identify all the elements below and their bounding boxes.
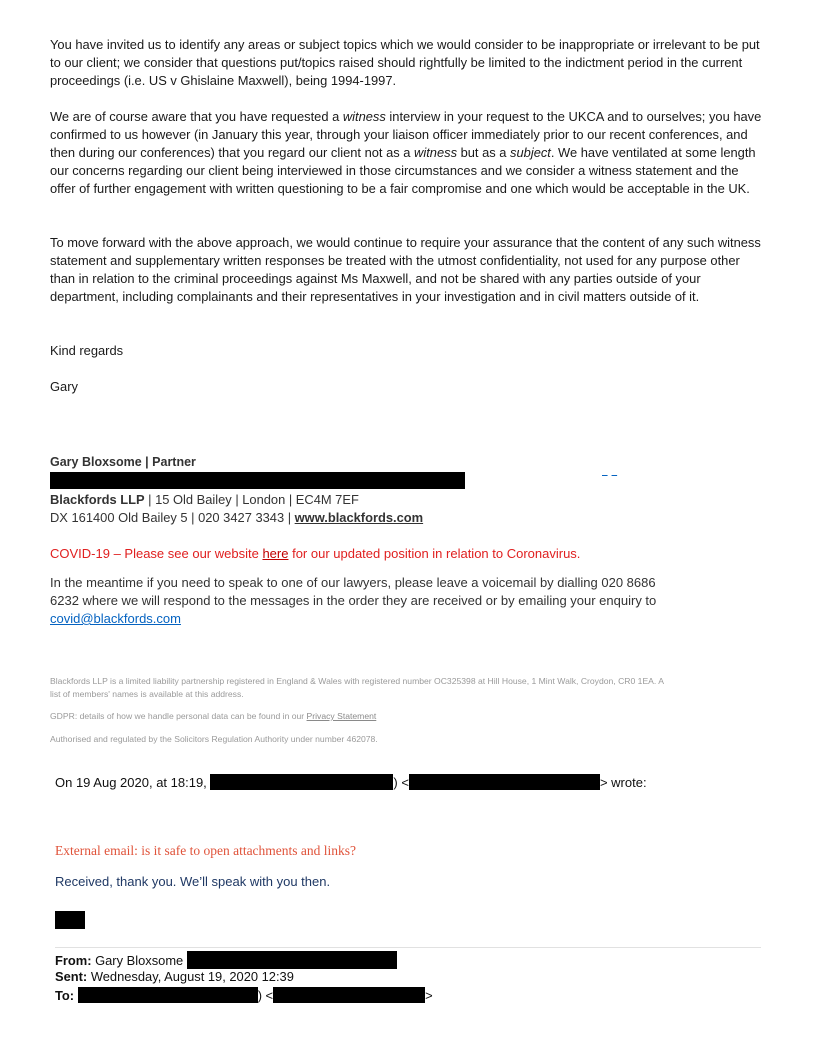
gdpr-text: GDPR: details of how we handle personal data can be found in our [50,711,307,721]
firm-name: Blackfords LLP [50,492,145,507]
privacy-statement-link[interactable]: Privacy Statement [306,711,377,721]
external-email-warning: External email: is it safe to open attachments and links? [55,843,357,858]
redaction-bar [50,472,465,489]
emphasis-subject: subject [510,145,551,160]
on-date-text: On 19 Aug 2020, at 18:19, [55,775,211,790]
from-label: From: [55,953,92,968]
covid-text: COVID-19 – Please see our website [50,546,263,561]
to-header [55,987,433,1003]
to-mid: ) < [257,988,274,1003]
sent-label: Sent: [55,969,88,984]
voicemail-notice [50,574,670,628]
redaction-bar [273,987,425,1003]
covid-here-link[interactable]: here [262,546,289,561]
legal-registration: Blackfords LLP is a limited liability partnership registered in England & Wales with registered number OC325398 at Hill House, 1 Mint Walk, Croydon, CR0 1EA. A list of members' names is available at this address. [50,676,664,699]
on-mid-text: ) < [393,775,409,790]
voicemail-text: In the meantime if you need to speak to one of our lawyers, please leave a voicemail by dialling 020 8686 6232 where we will respond to the messages in the order they are received or by emailing your enquiry to [50,575,657,608]
to-suffix: > [425,988,433,1003]
closing-regards: Kind regards [50,343,124,358]
from-header [55,951,397,969]
text-run: . We have ventilated at some length our concerns regarding our client being interviewed in those circumstances and we consider a witness statement and the offer of further engagement with written questioning to be a fair compromise and one which would be acceptable in the UK. [50,145,756,196]
emphasis-witness: witness [414,145,458,160]
redaction-bar [210,774,393,790]
paragraph-confidentiality: To move forward with the above approach, we would continue to require your assurance that the content of any such witness statement and supplementary written responses be treated with the utmost confidentiality, not used for any purpose other than in relation to the criminal proceedings against Ms Maxwell, and not be shared with any parties outside of your department, including complainants and their representatives in your investigation and in civil matters outside of it. [50,235,761,304]
signature-name-title: Gary Bloxsome | Partner [50,455,196,469]
signature-address [50,491,359,509]
signature-contact [50,509,423,527]
quoted-header-line [55,774,647,790]
from-value: Gary Bloxsome [91,953,187,968]
covid-email-link[interactable]: covid@blackfords.com [50,611,181,626]
signoff-name: Gary [50,379,78,394]
text-run: We are of course aware that you have requested a [50,109,343,124]
sent-header [55,969,294,984]
sent-value: Wednesday, August 19, 2020 12:39 [87,969,294,984]
covid-text: for our updated position in relation to Coronavirus. [288,546,581,561]
paragraph-scope: You have invited us to identify any areas or subject topics which we would consider to be inappropriate or irrelevant to be put to our client; we consider that questions put/topics raised should rightfully be limited to the indictment period in the current proceedings (i.e. US v Ghislaine Maxwell), being 1994-1997. [50,37,760,88]
legal-authorised: Authorised and regulated by the Solicitors Regulation Authority under number 462078. [50,734,378,744]
divider [55,947,761,948]
address-text: | 15 Old Bailey | London | EC4M 7EF [144,492,359,507]
dx-phone-text: DX 161400 Old Bailey 5 | 020 3427 3343 | [50,510,295,525]
text-run: but as a [457,145,511,160]
legal-gdpr [50,710,670,723]
underline-link[interactable] [612,466,618,477]
paragraph-witness [50,108,766,198]
website-link[interactable]: www.blackfords.com [294,510,424,525]
underline-link[interactable] [602,466,608,477]
text-run: interview in your request to the UKCA and to ourselves; you have confirmed to us however (in January this year, through your liaison officer immediately prior to our recent conferences, and then during our conferences) that you regard our client not as a [50,109,762,160]
redaction-bar [78,987,258,1003]
reply-text: Received, thank you. We’ll speak with you then. [55,874,331,889]
to-label: To: [55,988,75,1003]
covid-notice [50,546,580,561]
redaction-bar [55,911,85,929]
redaction-bar [187,951,397,969]
on-wrote-text: > wrote: [599,775,647,790]
emphasis-witness: witness [342,109,386,124]
signature-small-links[interactable] [602,466,621,477]
redaction-bar [409,774,600,790]
